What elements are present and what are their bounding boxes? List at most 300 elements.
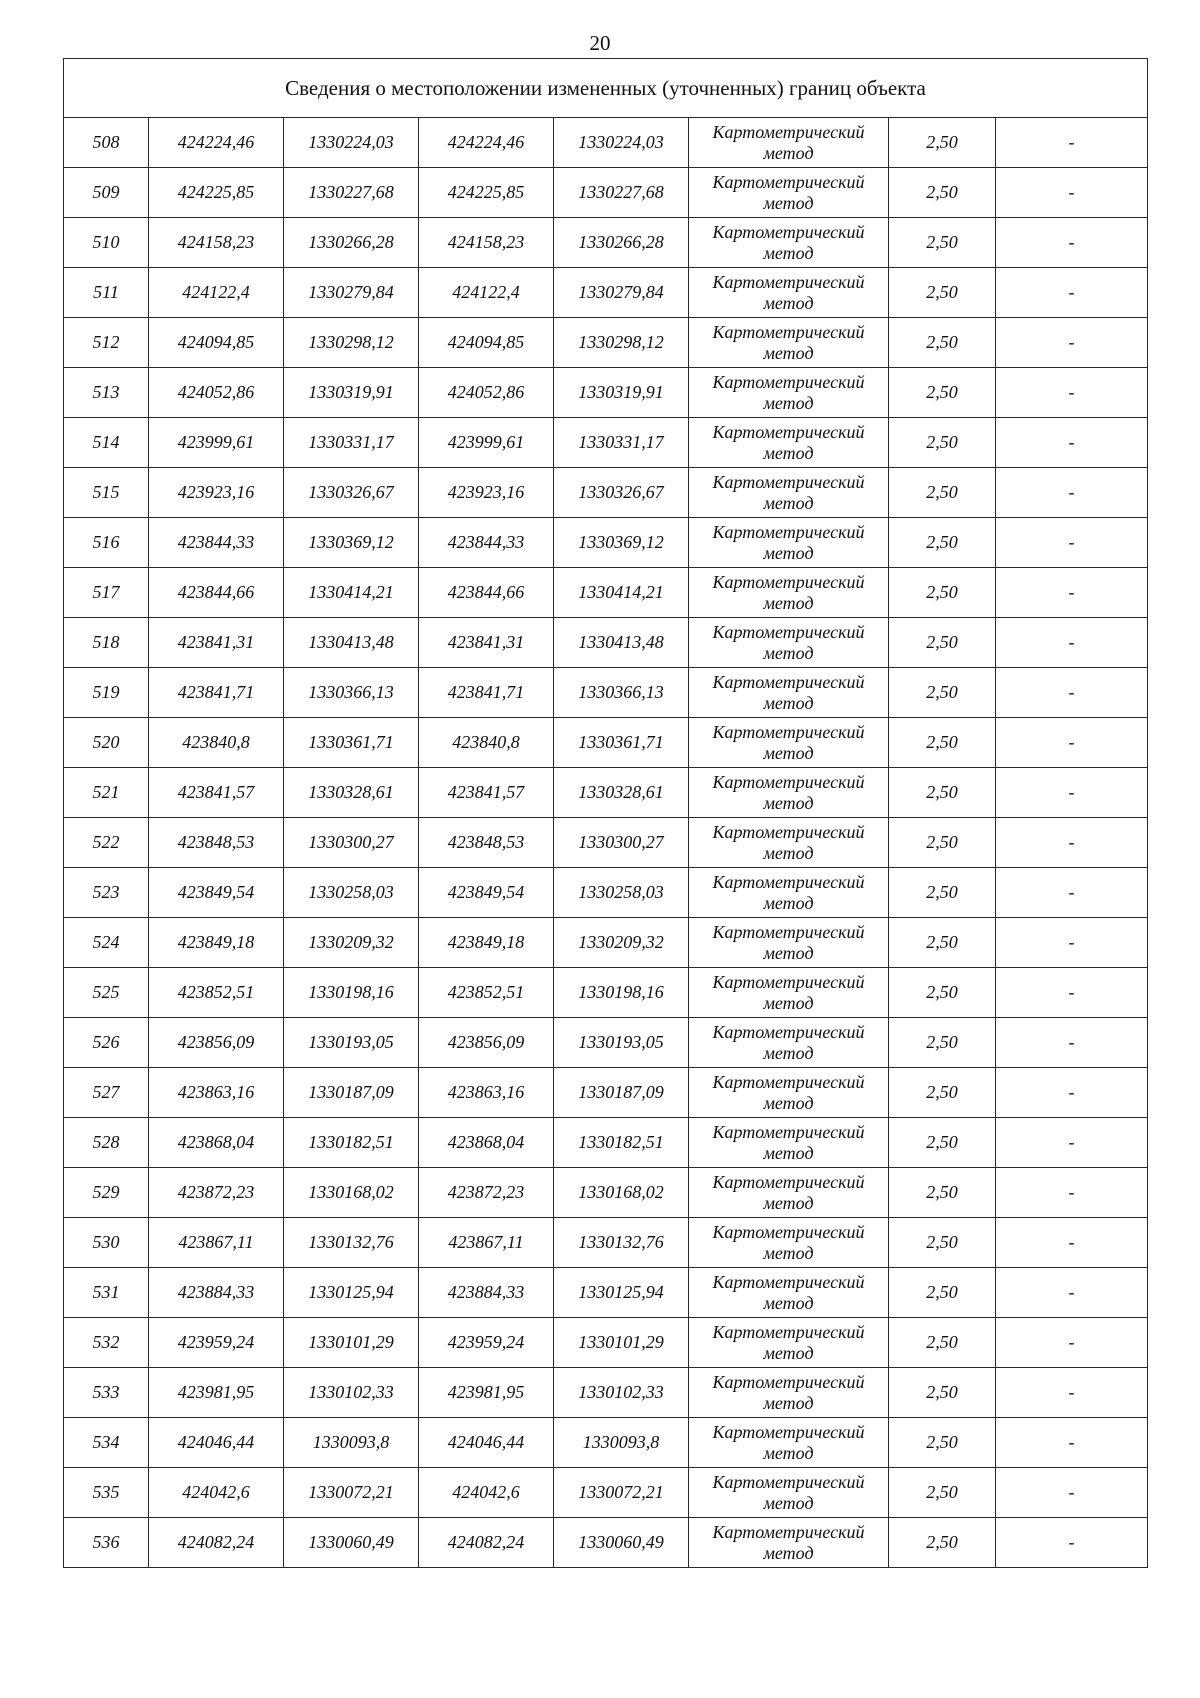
point-number-cell: 535	[64, 1468, 149, 1518]
point-number-cell: 530	[64, 1218, 149, 1268]
accuracy-cell: 2,50	[889, 718, 996, 768]
method-cell	[689, 1418, 889, 1468]
method-cell	[689, 1118, 889, 1168]
y-existing-cell: 1330266,28	[284, 218, 419, 268]
x-existing-cell: 423867,11	[149, 1218, 284, 1268]
y-existing-cell: 1330227,68	[284, 168, 419, 218]
method-line-2: метод	[763, 242, 814, 263]
note-cell: -	[996, 568, 1148, 618]
method-line-1: Картометрический	[712, 621, 865, 642]
method-cell	[689, 668, 889, 718]
table-row	[64, 668, 1148, 718]
method-line-2: метод	[763, 1192, 814, 1213]
y-refined-cell: 1330258,03	[554, 868, 689, 918]
method-line-2: метод	[763, 942, 814, 963]
y-refined-cell: 1330298,12	[554, 318, 689, 368]
x-existing-cell: 423852,51	[149, 968, 284, 1018]
accuracy-cell: 2,50	[889, 118, 996, 168]
note-cell: -	[996, 1118, 1148, 1168]
accuracy-cell: 2,50	[889, 1368, 996, 1418]
y-existing-cell: 1330132,76	[284, 1218, 419, 1268]
note-cell: -	[996, 1468, 1148, 1518]
x-refined-cell: 423923,16	[419, 468, 554, 518]
accuracy-cell: 2,50	[889, 1018, 996, 1068]
y-existing-cell: 1330182,51	[284, 1118, 419, 1168]
y-refined-cell: 1330187,09	[554, 1068, 689, 1118]
method-cell	[689, 618, 889, 668]
y-existing-cell: 1330413,48	[284, 618, 419, 668]
method-cell	[689, 768, 889, 818]
y-refined-cell: 1330414,21	[554, 568, 689, 618]
x-refined-cell: 423840,8	[419, 718, 554, 768]
x-existing-cell: 424052,86	[149, 368, 284, 418]
accuracy-cell: 2,50	[889, 518, 996, 568]
y-refined-cell: 1330326,67	[554, 468, 689, 518]
point-number-cell: 508	[64, 118, 149, 168]
table-row	[64, 518, 1148, 568]
y-existing-cell: 1330224,03	[284, 118, 419, 168]
y-existing-cell: 1330102,33	[284, 1368, 419, 1418]
point-number-cell: 518	[64, 618, 149, 668]
x-refined-cell: 423844,66	[419, 568, 554, 618]
accuracy-cell: 2,50	[889, 1068, 996, 1118]
accuracy-cell: 2,50	[889, 668, 996, 718]
table-row	[64, 368, 1148, 418]
y-refined-cell: 1330413,48	[554, 618, 689, 668]
y-refined-cell: 1330227,68	[554, 168, 689, 218]
method-line-1: Картометрический	[712, 1271, 865, 1292]
y-refined-cell: 1330224,03	[554, 118, 689, 168]
method-cell	[689, 518, 889, 568]
y-refined-cell: 1330102,33	[554, 1368, 689, 1418]
point-number-cell: 529	[64, 1168, 149, 1218]
coordinates-table	[63, 58, 1148, 1568]
y-existing-cell: 1330369,12	[284, 518, 419, 568]
method-line-1: Картометрический	[712, 1121, 865, 1142]
x-refined-cell: 423841,57	[419, 768, 554, 818]
method-line-2: метод	[763, 142, 814, 163]
y-existing-cell: 1330101,29	[284, 1318, 419, 1368]
note-cell: -	[996, 1418, 1148, 1468]
x-existing-cell: 423856,09	[149, 1018, 284, 1068]
table-row	[64, 568, 1148, 618]
y-refined-cell: 1330072,21	[554, 1468, 689, 1518]
method-line-2: метод	[763, 642, 814, 663]
x-refined-cell: 424082,24	[419, 1518, 554, 1568]
x-refined-cell: 423848,53	[419, 818, 554, 868]
note-cell: -	[996, 618, 1148, 668]
method-line-2: метод	[763, 1442, 814, 1463]
accuracy-cell: 2,50	[889, 418, 996, 468]
x-existing-cell: 423849,54	[149, 868, 284, 918]
method-cell	[689, 1268, 889, 1318]
y-refined-cell: 1330101,29	[554, 1318, 689, 1368]
method-line-1: Картометрический	[712, 671, 865, 692]
x-existing-cell: 423959,24	[149, 1318, 284, 1368]
method-line-1: Картометрический	[712, 321, 865, 342]
x-existing-cell: 424158,23	[149, 218, 284, 268]
note-cell: -	[996, 1168, 1148, 1218]
method-cell	[689, 568, 889, 618]
method-line-1: Картометрический	[712, 721, 865, 742]
table-row	[64, 1218, 1148, 1268]
table-row	[64, 418, 1148, 468]
y-refined-cell: 1330193,05	[554, 1018, 689, 1068]
y-refined-cell: 1330319,91	[554, 368, 689, 418]
point-number-cell: 510	[64, 218, 149, 268]
method-line-1: Картометрический	[712, 1421, 865, 1442]
table-row	[64, 818, 1148, 868]
method-line-1: Картометрический	[712, 921, 865, 942]
accuracy-cell: 2,50	[889, 568, 996, 618]
method-line-1: Картометрический	[712, 371, 865, 392]
x-refined-cell: 423849,18	[419, 918, 554, 968]
point-number-cell: 536	[64, 1518, 149, 1568]
method-line-1: Картометрический	[712, 1471, 865, 1492]
method-line-1: Картометрический	[712, 271, 865, 292]
x-existing-cell: 424046,44	[149, 1418, 284, 1468]
y-refined-cell: 1330328,61	[554, 768, 689, 818]
y-existing-cell: 1330366,13	[284, 668, 419, 718]
method-line-2: метод	[763, 992, 814, 1013]
method-line-2: метод	[763, 892, 814, 913]
point-number-cell: 511	[64, 268, 149, 318]
point-number-cell: 514	[64, 418, 149, 468]
note-cell: -	[996, 118, 1148, 168]
note-cell: -	[996, 918, 1148, 968]
y-refined-cell: 1330300,27	[554, 818, 689, 868]
y-existing-cell: 1330168,02	[284, 1168, 419, 1218]
table-row	[64, 168, 1148, 218]
method-cell	[689, 1318, 889, 1368]
table-row	[64, 718, 1148, 768]
table-row	[64, 1468, 1148, 1518]
x-existing-cell: 423849,18	[149, 918, 284, 968]
note-cell: -	[996, 168, 1148, 218]
point-number-cell: 533	[64, 1368, 149, 1418]
y-refined-cell: 1330266,28	[554, 218, 689, 268]
y-existing-cell: 1330258,03	[284, 868, 419, 918]
x-refined-cell: 423863,16	[419, 1068, 554, 1118]
method-cell	[689, 418, 889, 468]
method-cell	[689, 1518, 889, 1568]
point-number-cell: 519	[64, 668, 149, 718]
y-refined-cell: 1330182,51	[554, 1118, 689, 1168]
x-existing-cell: 424082,24	[149, 1518, 284, 1568]
accuracy-cell: 2,50	[889, 918, 996, 968]
note-cell: -	[996, 1218, 1148, 1268]
x-refined-cell: 424122,4	[419, 268, 554, 318]
x-existing-cell: 424122,4	[149, 268, 284, 318]
point-number-cell: 523	[64, 868, 149, 918]
x-existing-cell: 424042,6	[149, 1468, 284, 1518]
point-number-cell: 524	[64, 918, 149, 968]
y-existing-cell: 1330361,71	[284, 718, 419, 768]
point-number-cell: 526	[64, 1018, 149, 1068]
note-cell: -	[996, 968, 1148, 1018]
y-refined-cell: 1330132,76	[554, 1218, 689, 1268]
method-line-2: метод	[763, 542, 814, 563]
x-existing-cell: 423872,23	[149, 1168, 284, 1218]
point-number-cell: 534	[64, 1418, 149, 1468]
y-refined-cell: 1330168,02	[554, 1168, 689, 1218]
method-line-1: Картометрический	[712, 1171, 865, 1192]
note-cell: -	[996, 1068, 1148, 1118]
accuracy-cell: 2,50	[889, 318, 996, 368]
method-line-2: метод	[763, 1242, 814, 1263]
note-cell: -	[996, 368, 1148, 418]
x-refined-cell: 423841,71	[419, 668, 554, 718]
y-existing-cell: 1330125,94	[284, 1268, 419, 1318]
method-cell	[689, 1218, 889, 1268]
accuracy-cell: 2,50	[889, 768, 996, 818]
table-row	[64, 218, 1148, 268]
method-line-2: метод	[763, 1342, 814, 1363]
table-row	[64, 1268, 1148, 1318]
table-row	[64, 1418, 1148, 1468]
method-line-2: метод	[763, 842, 814, 863]
x-refined-cell: 423981,95	[419, 1368, 554, 1418]
point-number-cell: 520	[64, 718, 149, 768]
point-number-cell: 517	[64, 568, 149, 618]
y-existing-cell: 1330093,8	[284, 1418, 419, 1468]
table-row	[64, 1068, 1148, 1118]
method-line-1: Картометрический	[712, 471, 865, 492]
method-cell	[689, 268, 889, 318]
y-existing-cell: 1330193,05	[284, 1018, 419, 1068]
accuracy-cell: 2,50	[889, 618, 996, 668]
note-cell: -	[996, 1368, 1148, 1418]
accuracy-cell: 2,50	[889, 368, 996, 418]
method-line-2: метод	[763, 292, 814, 313]
note-cell: -	[996, 818, 1148, 868]
y-existing-cell: 1330279,84	[284, 268, 419, 318]
method-cell	[689, 468, 889, 518]
method-line-1: Картометрический	[712, 971, 865, 992]
method-line-1: Картометрический	[712, 121, 865, 142]
method-line-2: метод	[763, 592, 814, 613]
note-cell: -	[996, 718, 1148, 768]
method-line-1: Картометрический	[712, 221, 865, 242]
note-cell: -	[996, 1018, 1148, 1068]
y-refined-cell: 1330366,13	[554, 668, 689, 718]
accuracy-cell: 2,50	[889, 1268, 996, 1318]
method-line-1: Картометрический	[712, 1071, 865, 1092]
table-row	[64, 1518, 1148, 1568]
method-line-1: Картометрический	[712, 171, 865, 192]
y-refined-cell: 1330060,49	[554, 1518, 689, 1568]
table-row	[64, 268, 1148, 318]
table-row	[64, 968, 1148, 1018]
method-cell	[689, 118, 889, 168]
method-line-1: Картометрический	[712, 821, 865, 842]
method-cell	[689, 1168, 889, 1218]
y-existing-cell: 1330331,17	[284, 418, 419, 468]
method-line-2: метод	[763, 342, 814, 363]
method-line-2: метод	[763, 192, 814, 213]
note-cell: -	[996, 1268, 1148, 1318]
x-refined-cell: 423884,33	[419, 1268, 554, 1318]
x-existing-cell: 423981,95	[149, 1368, 284, 1418]
note-cell: -	[996, 218, 1148, 268]
method-line-2: метод	[763, 1142, 814, 1163]
y-refined-cell: 1330361,71	[554, 718, 689, 768]
method-cell	[689, 918, 889, 968]
accuracy-cell: 2,50	[889, 1518, 996, 1568]
y-refined-cell: 1330093,8	[554, 1418, 689, 1468]
method-line-1: Картометрический	[712, 421, 865, 442]
accuracy-cell: 2,50	[889, 168, 996, 218]
table-row	[64, 1318, 1148, 1368]
accuracy-cell: 2,50	[889, 1318, 996, 1368]
point-number-cell: 525	[64, 968, 149, 1018]
x-existing-cell: 423923,16	[149, 468, 284, 518]
table-body	[64, 118, 1148, 1568]
x-existing-cell: 424224,46	[149, 118, 284, 168]
method-line-2: метод	[763, 492, 814, 513]
x-existing-cell: 423844,33	[149, 518, 284, 568]
x-existing-cell: 423863,16	[149, 1068, 284, 1118]
accuracy-cell: 2,50	[889, 818, 996, 868]
accuracy-cell: 2,50	[889, 268, 996, 318]
method-line-2: метод	[763, 792, 814, 813]
method-cell	[689, 168, 889, 218]
method-cell	[689, 1018, 889, 1068]
method-cell	[689, 218, 889, 268]
x-existing-cell: 423841,31	[149, 618, 284, 668]
x-refined-cell: 424094,85	[419, 318, 554, 368]
accuracy-cell: 2,50	[889, 1468, 996, 1518]
y-existing-cell: 1330187,09	[284, 1068, 419, 1118]
y-existing-cell: 1330072,21	[284, 1468, 419, 1518]
x-existing-cell: 423844,66	[149, 568, 284, 618]
point-number-cell: 527	[64, 1068, 149, 1118]
accuracy-cell: 2,50	[889, 1168, 996, 1218]
x-refined-cell: 423841,31	[419, 618, 554, 668]
method-line-2: метод	[763, 442, 814, 463]
x-refined-cell: 423959,24	[419, 1318, 554, 1368]
x-refined-cell: 423852,51	[419, 968, 554, 1018]
note-cell: -	[996, 768, 1148, 818]
point-number-cell: 513	[64, 368, 149, 418]
point-number-cell: 532	[64, 1318, 149, 1368]
x-refined-cell: 424052,86	[419, 368, 554, 418]
method-line-1: Картометрический	[712, 1021, 865, 1042]
method-cell	[689, 1068, 889, 1118]
x-existing-cell: 423848,53	[149, 818, 284, 868]
table-row	[64, 1018, 1148, 1068]
note-cell: -	[996, 318, 1148, 368]
method-line-1: Картометрический	[712, 1221, 865, 1242]
x-refined-cell: 424224,46	[419, 118, 554, 168]
accuracy-cell: 2,50	[889, 868, 996, 918]
y-existing-cell: 1330198,16	[284, 968, 419, 1018]
x-refined-cell: 424225,85	[419, 168, 554, 218]
x-refined-cell: 424158,23	[419, 218, 554, 268]
y-refined-cell: 1330209,32	[554, 918, 689, 968]
table-title: Сведения о местоположении измененных (уточненных) границ объекта	[64, 59, 1148, 118]
x-refined-cell: 424042,6	[419, 1468, 554, 1518]
method-line-2: метод	[763, 392, 814, 413]
x-existing-cell: 423884,33	[149, 1268, 284, 1318]
page-number: 20	[589, 31, 611, 55]
method-line-2: метод	[763, 1092, 814, 1113]
method-line-1: Картометрический	[712, 521, 865, 542]
point-number-cell: 515	[64, 468, 149, 518]
table-row	[64, 118, 1148, 168]
x-refined-cell: 424046,44	[419, 1418, 554, 1468]
accuracy-cell: 2,50	[889, 1218, 996, 1268]
point-number-cell: 516	[64, 518, 149, 568]
point-number-cell: 521	[64, 768, 149, 818]
y-refined-cell: 1330125,94	[554, 1268, 689, 1318]
point-number-cell: 522	[64, 818, 149, 868]
method-cell	[689, 968, 889, 1018]
accuracy-cell: 2,50	[889, 1418, 996, 1468]
table-row	[64, 1118, 1148, 1168]
method-line-2: метод	[763, 1392, 814, 1413]
x-existing-cell: 423841,57	[149, 768, 284, 818]
method-line-2: метод	[763, 1042, 814, 1063]
y-existing-cell: 1330414,21	[284, 568, 419, 618]
x-refined-cell: 423856,09	[419, 1018, 554, 1068]
x-existing-cell: 423841,71	[149, 668, 284, 718]
x-refined-cell: 423999,61	[419, 418, 554, 468]
method-line-1: Картометрический	[712, 1521, 865, 1542]
x-existing-cell: 423999,61	[149, 418, 284, 468]
y-existing-cell: 1330298,12	[284, 318, 419, 368]
accuracy-cell: 2,50	[889, 968, 996, 1018]
y-refined-cell: 1330369,12	[554, 518, 689, 568]
y-existing-cell: 1330209,32	[284, 918, 419, 968]
y-existing-cell: 1330300,27	[284, 818, 419, 868]
y-existing-cell: 1330319,91	[284, 368, 419, 418]
y-existing-cell: 1330326,67	[284, 468, 419, 518]
x-existing-cell: 424094,85	[149, 318, 284, 368]
x-refined-cell: 423844,33	[419, 518, 554, 568]
method-line-1: Картометрический	[712, 871, 865, 892]
method-cell	[689, 1468, 889, 1518]
method-line-2: метод	[763, 742, 814, 763]
method-cell	[689, 1368, 889, 1418]
accuracy-cell: 2,50	[889, 468, 996, 518]
method-line-1: Картометрический	[712, 1371, 865, 1392]
x-existing-cell: 423840,8	[149, 718, 284, 768]
x-refined-cell: 423849,54	[419, 868, 554, 918]
method-line-2: метод	[763, 692, 814, 713]
method-cell	[689, 818, 889, 868]
table-row	[64, 768, 1148, 818]
note-cell: -	[996, 268, 1148, 318]
x-refined-cell: 423872,23	[419, 1168, 554, 1218]
method-line-1: Картометрический	[712, 771, 865, 792]
note-cell: -	[996, 418, 1148, 468]
x-existing-cell: 423868,04	[149, 1118, 284, 1168]
note-cell: -	[996, 468, 1148, 518]
y-refined-cell: 1330279,84	[554, 268, 689, 318]
point-number-cell: 509	[64, 168, 149, 218]
table-row	[64, 468, 1148, 518]
method-line-1: Картометрический	[712, 571, 865, 592]
point-number-cell: 528	[64, 1118, 149, 1168]
x-refined-cell: 423868,04	[419, 1118, 554, 1168]
table-row	[64, 918, 1148, 968]
y-existing-cell: 1330328,61	[284, 768, 419, 818]
note-cell: -	[996, 868, 1148, 918]
point-number-cell: 531	[64, 1268, 149, 1318]
y-existing-cell: 1330060,49	[284, 1518, 419, 1568]
method-cell	[689, 718, 889, 768]
